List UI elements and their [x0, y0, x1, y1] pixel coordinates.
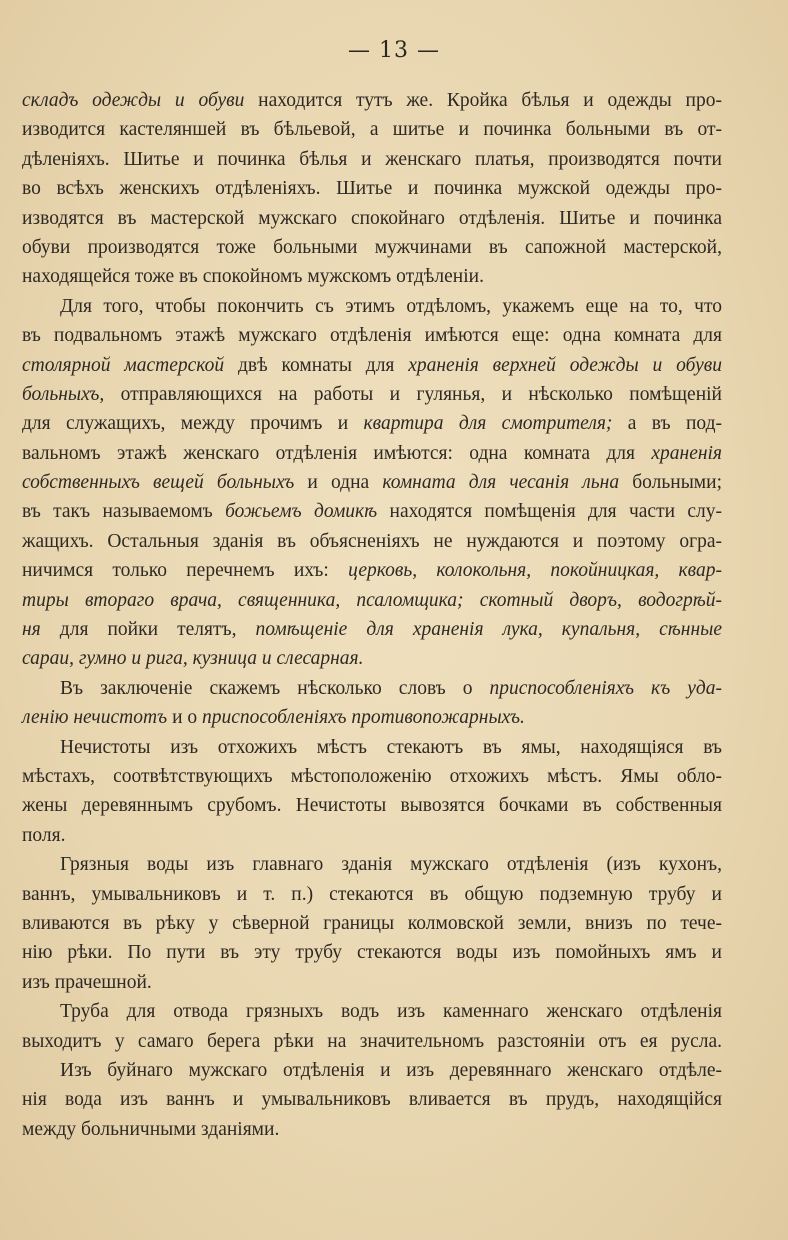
text-run: ваннъ, умывальниковъ и т. п.) стекаются въ общую подземную трубу и [22, 883, 722, 905]
text-line [22, 880, 722, 909]
text-line [22, 909, 722, 938]
text-line [22, 938, 722, 967]
text-run: больными; [619, 472, 722, 494]
text-run: Нечистоты изъ отхожихъ мѣстъ стекаютъ въ ямы, находящіяся въ [60, 736, 722, 758]
text-line [22, 262, 722, 291]
text-line [22, 409, 722, 438]
text-run: вальномъ этажѣ женскаго отдѣленія имѣются: одна комната для [22, 442, 652, 464]
text-line [22, 821, 722, 850]
text-run: въ такъ называемомъ [22, 501, 226, 523]
italic-text-run: столярной мастерской [22, 354, 225, 376]
page-number: — 13 — [348, 38, 440, 63]
text-run: жащихъ. Остальныя зданія въ объясненіяхъ не нуждаются и поэтому огра- [22, 530, 722, 552]
text-run: дѣленіяхъ. Шитье и починка бѣлья и женскаго платья, производятся почти [22, 148, 722, 170]
text-run: находятся помѣщенія для части слу- [377, 501, 722, 523]
italic-text-run: больныхъ, [22, 383, 105, 405]
italic-text-run: сараи, гумно и рига, кузница и слесарная. [22, 648, 364, 670]
text-run: Для того, чтобы покончить съ этимъ отдѣломъ, укажемъ еще на то, что [60, 295, 722, 317]
text-line [22, 233, 722, 262]
text-line [22, 1056, 722, 1085]
text-run: въ подвальномъ этажѣ мужскаго отдѣленія имѣются еще: одна комната для [22, 325, 722, 347]
italic-text-run: квартира для смотрителя; [363, 413, 613, 435]
text-run: обуви производятся тоже больными мужчинами въ сапожной мастерской, [22, 236, 722, 258]
text-line [22, 586, 722, 615]
text-run: для пойки телятъ, [40, 619, 256, 641]
text-run: Труба для отвода грязныхъ водъ изъ каменнаго женскаго отдѣленія [60, 1001, 722, 1023]
text-line [22, 997, 722, 1026]
text-line [22, 115, 722, 144]
text-run: для служащихъ, между прочимъ и [22, 413, 364, 435]
text-line [22, 497, 722, 526]
text-line [22, 1027, 722, 1056]
text-run: и одна [294, 472, 383, 494]
text-line [22, 733, 722, 762]
text-run: двѣ комнаты для [224, 354, 409, 376]
text-run: мѣстахъ, соотвѣтствующихъ мѣстоположенію отхожихъ мѣстъ. Ямы обло- [22, 765, 722, 787]
text-run: изъ прачешной. [22, 971, 152, 993]
italic-text-run: храненія [651, 442, 722, 464]
text-run: нію рѣки. По пути въ эту трубу стекаются воды изъ помойныхъ ямъ и [22, 942, 722, 964]
text-line [22, 1085, 722, 1114]
text-run: поля. [22, 824, 66, 846]
italic-text-run: церковь, колокольня, покойницкая, квар- [348, 560, 723, 582]
text-line [22, 791, 722, 820]
text-run: во всѣхъ женскихъ отдѣленіяхъ. Шитье и починка мужской одежды про- [22, 178, 722, 200]
text-run: Грязныя воды изъ главнаго зданія мужскаго отдѣленія (изъ кухонъ, [60, 854, 722, 876]
text-run: жены деревяннымъ срубомъ. Нечистоты вывозятся бочками въ собственныя [22, 795, 722, 817]
text-line [22, 174, 722, 203]
text-run: отправляющихся на работы и гулянья, и нѣсколько помѣщеній [104, 383, 722, 405]
text-line [22, 644, 722, 673]
text-line [22, 968, 722, 997]
italic-text-run: ня [22, 619, 41, 641]
text-line [22, 556, 722, 585]
text-run: находится тутъ же. Кройка бѣлья и одежды про- [244, 90, 722, 111]
text-line [22, 468, 722, 497]
italic-text-run: складъ одежды и обуви [22, 90, 245, 111]
italic-text-run: ленію нечистотъ [22, 707, 168, 729]
text-run: нія вода изъ ваннъ и умывальниковъ вливается въ прудъ, находящійся [22, 1089, 722, 1111]
italic-text-run: приспособленіяхъ противопожарныхъ. [202, 707, 525, 729]
text-run: Въ заключеніе скажемъ нѣсколько словъ о [60, 677, 490, 699]
text-run: между больничными зданіями. [22, 1118, 280, 1140]
text-line [22, 1115, 722, 1144]
text-line [22, 850, 722, 879]
italic-text-run: тиры втораго врача, священника, псаломщика; скотный дворъ, водогрѣй- [22, 589, 722, 611]
text-line [22, 439, 722, 468]
text-line [22, 321, 722, 350]
text-run: изводятся въ мастерской мужскаго спокойнаго отдѣленія. Шитье и починка [22, 207, 722, 229]
text-run: изводится кастеляншей въ бѣльевой, а шитье и починка больными въ от- [22, 119, 722, 141]
text-line [22, 615, 722, 644]
text-line [22, 674, 722, 703]
text-line [22, 145, 722, 174]
italic-text-run: божьемъ домикѣ [225, 501, 378, 523]
text-line [22, 703, 722, 732]
text-run: вливаются въ рѣку у сѣверной границы колмовской земли, внизъ по тече- [22, 912, 722, 934]
text-line [22, 527, 722, 556]
text-line [22, 762, 722, 791]
body-text [22, 86, 722, 1144]
italic-text-run: храненія верхней одежды и обуви [408, 354, 722, 376]
text-run: выходитъ у самаго берега рѣки на значительномъ разстояніи отъ ея русла. [22, 1030, 722, 1052]
italic-text-run: собственныхъ вещей больныхъ [22, 472, 295, 494]
italic-text-run: приспособленіяхъ къ уда- [489, 677, 722, 699]
text-run: а въ под- [612, 413, 722, 435]
italic-text-run: комната для чесанія льна [382, 472, 620, 494]
text-line [22, 380, 722, 409]
text-run: Изъ буйнаго мужскаго отдѣленія и изъ деревяннаго женскаго отдѣле- [60, 1059, 722, 1081]
text-line [22, 204, 722, 233]
text-run: и о [167, 707, 202, 729]
text-run: находящейся тоже въ спокойномъ мужскомъ отдѣленіи. [22, 266, 484, 288]
text-line [22, 292, 722, 321]
text-run: ничимся только перечнемъ ихъ: [22, 560, 349, 582]
text-line [22, 86, 722, 115]
italic-text-run: помѣщеніе для храненія лука, купальня, сѣнные [255, 619, 723, 641]
text-line [22, 351, 722, 380]
